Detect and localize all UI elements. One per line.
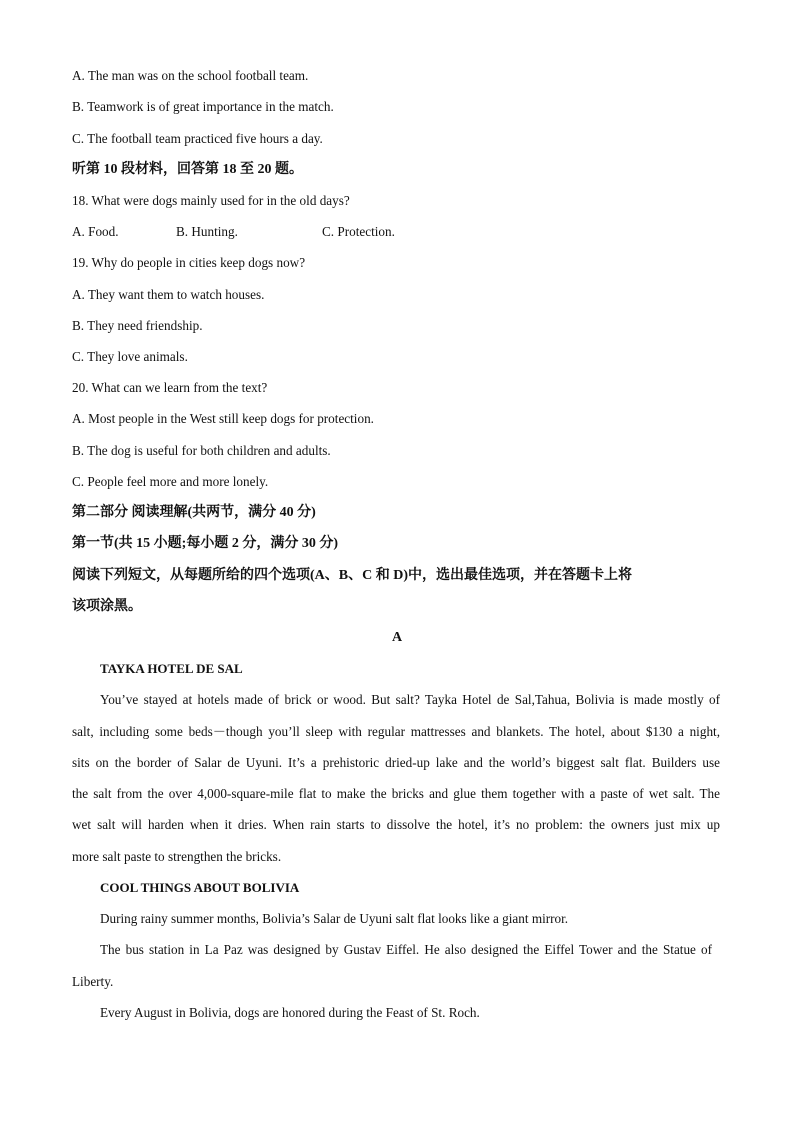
q20-option-a: A. Most people in the West still keep dogs for protection. [72,411,374,426]
q18-question: 18. What were dogs mainly used for in the old days? [72,193,350,208]
para1-line2: salt, including some beds－though you’ll sleep with regular mattresses and blankets. The hotel, about $130 a night, [72,724,720,739]
q18-option-b: B. Hunting. [176,224,238,239]
para1-line5: wet salt will harden when it dries. When rain starts to dissolve the hotel, it’s no problem: the owners just mix up [72,817,720,832]
q19-question: 19. Why do people in cities keep dogs now? [72,255,306,270]
bolivia-fact-dogs: Every August in Bolivia, dogs are honored during the Feast of St. Roch. [100,1005,480,1020]
section10-instruction: 听第 10 段材料，回答第 18 至 20 题。 [72,162,303,177]
q20-option-b: B. The dog is useful for both children and adults. [72,443,331,458]
q18-option-a: A. Food. [72,224,119,239]
para1-line6: more salt paste to strengthen the bricks. [72,849,282,864]
q18-option-c: C. Protection. [322,224,395,239]
bolivia-fact-bus-line1: The bus station in La Paz was designed by Gustav Eiffel. He also designed the Eiffel Tower and the Statue of [100,942,712,957]
para1-line1: You’ve stayed at hotels made of brick or wood. But salt? Tayka Hotel de Sal,Tahua, Bolivia is made mostly of [100,692,720,707]
q19-option-a: A. They want them to watch houses. [72,287,265,302]
bolivia-fact-bus-line2: Liberty. [72,974,114,989]
passage-heading-hotel: TAYKA HOTEL DE SAL [100,661,243,676]
reading-section-title: 第一节(共 15 小题;每小题 2 分，满分 30 分) [72,536,338,551]
q20-question: 20. What can we learn from the text? [72,380,268,395]
bolivia-fact-mirror: During rainy summer months, Bolivia’s Salar de Uyuni salt flat looks like a giant mirror. [100,911,569,926]
q17-option-b: B. Teamwork is of great importance in the match. [72,99,334,114]
para1-line4: the salt from the over 4,000-square-mile flat to make the bricks and glue them together with a paste of wet salt. The [72,786,720,801]
passage-label: A [391,630,403,645]
q17-option-a: A. The man was on the school football team. [72,68,309,83]
q20-option-c: C. People feel more and more lonely. [72,474,269,489]
para1-line3: sits on the border of Salar de Uyuni. It’s a prehistoric dried-up lake and the world’s biggest salt flat. Builders use [72,755,720,770]
reading-instruction-line1: 阅读下列短文，从每题所给的四个选项(A、B、C 和 D)中，选出最佳选项，并在答题卡上将 [72,568,632,583]
passage-heading-bolivia: COOL THINGS ABOUT BOLIVIA [100,880,300,895]
q19-option-b: B. They need friendship. [72,318,203,333]
reading-part-title: 第二部分 阅读理解(共两节，满分 40 分) [72,505,316,520]
q17-option-c: C. The football team practiced five hours a day. [72,131,323,146]
q19-option-c: C. They love animals. [72,349,188,364]
reading-instruction-line2: 该项涂黑。 [72,599,142,614]
